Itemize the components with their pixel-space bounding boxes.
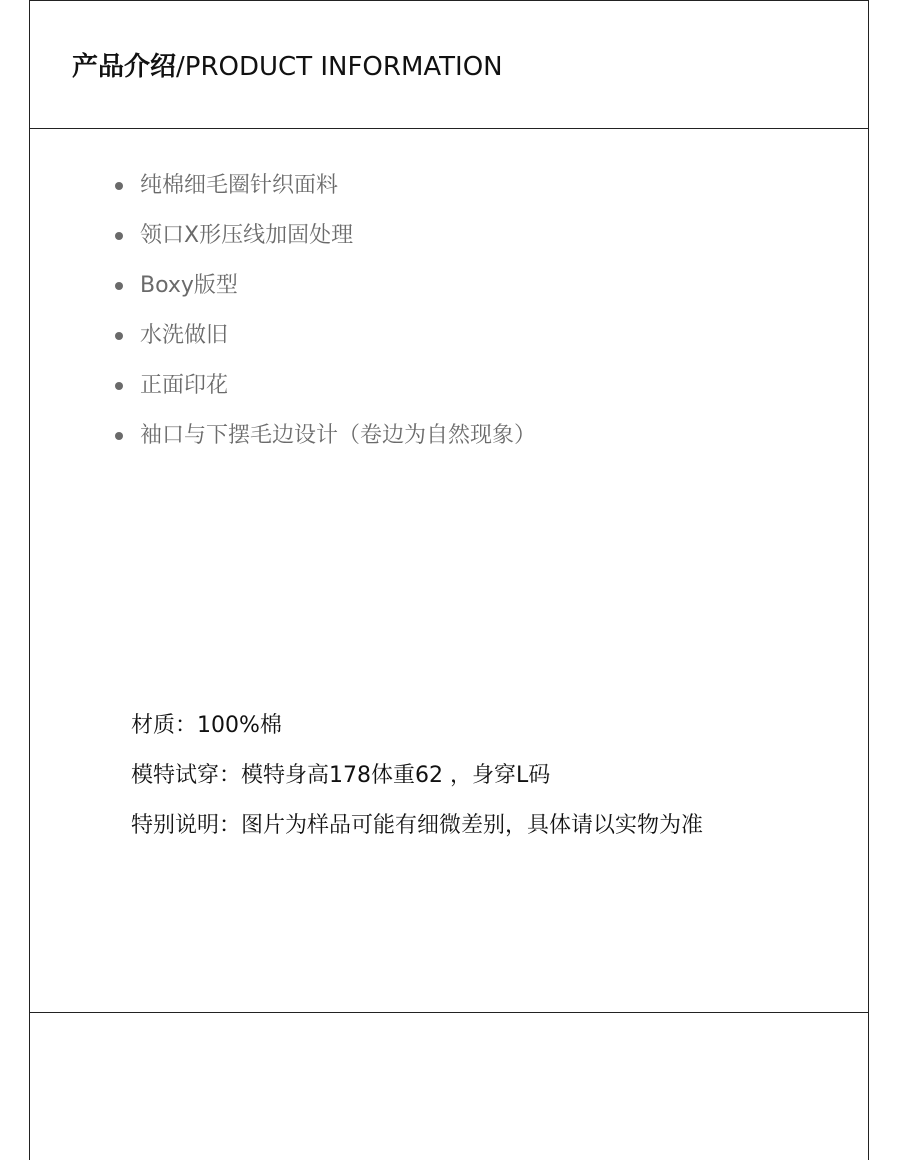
section-title-en: PRODUCT INFORMATION — [184, 52, 503, 82]
feature-item — [112, 361, 536, 411]
feature-text: 纯棉细毛圈针织面料 — [140, 173, 339, 198]
feature-item — [112, 411, 536, 461]
section-title-separator: / — [176, 52, 185, 82]
feature-text: 领口X形压线加固处理 — [140, 223, 354, 248]
product-info-panel — [29, 0, 869, 1160]
spec-block — [131, 701, 703, 851]
model-fit-spec: 模特试穿：模特身高178体重62 ，身穿L码 — [131, 763, 551, 788]
feature-item — [112, 211, 536, 261]
feature-item — [112, 311, 536, 361]
section-header — [30, 1, 868, 129]
bullet-dot-icon — [115, 332, 123, 340]
material-spec: 材质：100%棉 — [131, 713, 282, 738]
section-title-cn: 产品介绍 — [72, 52, 177, 82]
feature-text: Boxy版型 — [140, 273, 238, 298]
bullet-dot-icon — [115, 182, 123, 190]
feature-item — [112, 261, 536, 311]
bullet-dot-icon — [115, 382, 123, 390]
section-divider — [30, 1012, 868, 1013]
feature-text: 水洗做旧 — [140, 323, 229, 348]
feature-list — [112, 161, 536, 461]
special-note: 特别说明：图片为样品可能有细微差别，具体请以实物为准 — [131, 813, 704, 838]
section-title — [72, 51, 503, 83]
bullet-dot-icon — [115, 232, 123, 240]
feature-text: 正面印花 — [140, 373, 229, 398]
bullet-dot-icon — [115, 282, 123, 290]
feature-text: 袖口与下摆毛边设计（卷边为自然现象） — [140, 423, 537, 448]
bullet-dot-icon — [115, 432, 123, 440]
feature-item — [112, 161, 536, 211]
